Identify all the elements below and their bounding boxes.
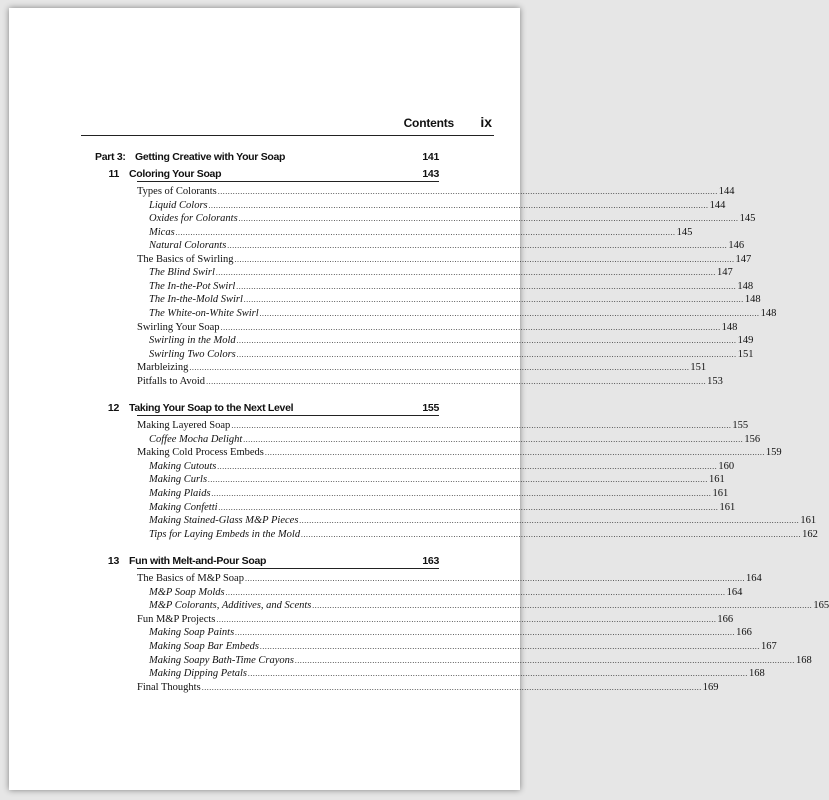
entry-title: Swirling in the Mold: [149, 335, 236, 347]
header-page-number: ix: [480, 114, 492, 130]
entry-title: Liquid Colors: [149, 199, 208, 211]
entry-page-number: 167: [760, 640, 777, 652]
dot-leader: ........................................................................................................................................................................................................: [301, 529, 802, 539]
dot-leader: ........................................................................................................................................................................................................: [217, 187, 718, 196]
part-page-number: 141: [422, 151, 439, 163]
dot-leader: ........................................................................................................................................................................................................: [220, 322, 721, 332]
toc-subsection-entry[interactable]: [149, 264, 733, 279]
toc-section-entry[interactable]: [137, 444, 782, 459]
toc-subsection-entry[interactable]: [149, 526, 818, 540]
entry-title: The Blind Swirl: [149, 267, 215, 279]
toc-section-entry[interactable]: [137, 251, 752, 265]
toc-subsection-entry[interactable]: [149, 305, 777, 319]
dot-leader: ........................................................................................................................................................................................................: [236, 349, 737, 359]
entry-title: Pitfalls to Avoid: [137, 375, 206, 387]
toc-subsection-entry[interactable]: [149, 197, 726, 211]
toc-section-entry[interactable]: [137, 359, 707, 374]
entry-title: Making Soap Bar Embeds: [149, 640, 259, 652]
entry-page-number: 151: [737, 348, 754, 360]
entry-title: Types of Colorants: [137, 186, 217, 197]
dot-leader: ........................................................................................................................................................................................................: [259, 641, 760, 651]
entry-page-number: 166: [736, 627, 752, 639]
entry-title: Making Stained-Glass M&P Pieces: [149, 515, 299, 527]
entry-page-number: 168: [795, 654, 812, 666]
entry-page-number: 151: [690, 362, 707, 374]
part-title: Getting Creative with Your Soap: [135, 151, 286, 163]
toc-section-entry[interactable]: [137, 611, 734, 625]
entry-page-number: 169: [702, 681, 719, 693]
dot-leader: ........................................................................................................................................................................................................: [225, 587, 726, 597]
toc-subsection-entry[interactable]: [149, 499, 736, 513]
toc-subsection-entry[interactable]: [149, 584, 743, 598]
dot-leader: ........................................................................................................................................................................................................: [236, 281, 737, 291]
chapter-rule: [137, 415, 439, 416]
book-page: [9, 8, 829, 790]
chapter-heading[interactable]: [95, 166, 439, 180]
entry-page-number: 146: [728, 240, 745, 252]
entry-title: Making Dipping Petals: [149, 668, 247, 680]
entry-page-number: 161: [719, 501, 736, 513]
chapter-number: 12: [107, 402, 119, 415]
dot-leader: ........................................................................................................................................................................................................: [243, 434, 744, 444]
toc-section-entry[interactable]: [137, 417, 749, 432]
entry-title: Marbleizing: [137, 362, 189, 374]
dot-leader: ........................................................................................................................................................................................................: [216, 614, 717, 624]
dot-leader: ........................................................................................................................................................................................................: [208, 475, 709, 485]
entry-page-number: 161: [712, 488, 729, 499]
entry-title: The In-the-Mold Swirl: [149, 294, 243, 306]
toc-subsection-entry[interactable]: [149, 458, 735, 472]
chapter-number: 13: [107, 555, 119, 568]
entry-title: The White-on-White Swirl: [149, 307, 259, 319]
entry-page-number: 144: [718, 186, 735, 197]
chapter-page-number: 163: [422, 555, 439, 568]
chapter-heading[interactable]: [95, 553, 439, 567]
toc-subsection-entry[interactable]: [149, 471, 725, 486]
toc-subsection-entry[interactable]: [149, 332, 754, 347]
entry-title: Final Thoughts: [137, 681, 201, 693]
toc-section-entry[interactable]: [137, 373, 723, 387]
entry-page-number: 145: [676, 226, 693, 238]
entry-page-number: 155: [732, 420, 749, 432]
entry-page-number: 160: [718, 460, 735, 472]
toc-subsection-entry[interactable]: [149, 665, 765, 680]
entry-title: Swirling Your Soap: [137, 321, 220, 333]
dot-leader: ........................................................................................................................................................................................................: [217, 461, 718, 471]
entry-title: M&P Colorants, Additives, and Scents: [149, 600, 312, 612]
dot-leader: ........................................................................................................................................................................................................: [312, 601, 813, 611]
entry-page-number: 164: [745, 573, 762, 585]
entry-page-number: 147: [735, 253, 752, 265]
dot-leader: ........................................................................................................................................................................................................: [238, 214, 739, 224]
entry-page-number: 145: [739, 213, 756, 225]
dot-leader: ........................................................................................................................................................................................................: [235, 628, 736, 638]
dot-leader: ........................................................................................................................................................................................................: [215, 268, 716, 278]
toc-subsection-entry[interactable]: [149, 346, 754, 360]
entry-page-number: 147: [716, 267, 733, 279]
toc-subsection-entry[interactable]: [149, 237, 745, 252]
entry-title: The In-the-Pot Swirl: [149, 280, 236, 292]
chapter-rule: [137, 568, 439, 569]
entry-title: Making Soapy Bath-Time Crayons: [149, 654, 294, 666]
entry-page-number: 144: [709, 199, 726, 211]
entry-title: Micas: [149, 226, 175, 238]
entry-page-number: 168: [749, 668, 765, 680]
toc-subsection-entry[interactable]: [149, 291, 761, 306]
dot-leader: ........................................................................................................................................................................................................: [231, 421, 732, 431]
entry-page-number: 148: [721, 321, 738, 333]
entry-title: Making Soap Paints: [149, 627, 235, 639]
dot-leader: ........................................................................................................................................................................................................: [294, 655, 795, 665]
entry-page-number: 161: [800, 515, 817, 527]
dot-leader: ........................................................................................................................................................................................................: [218, 502, 719, 512]
table-of-contents: [9, 8, 829, 790]
chapter-page-number: 155: [422, 402, 439, 415]
entry-title: M&P Soap Molds: [149, 586, 225, 598]
entry-page-number: 148: [744, 294, 761, 306]
entry-title: Making Curls: [149, 474, 208, 486]
chapter-rule: [137, 181, 439, 182]
entry-page-number: 162: [802, 528, 818, 540]
part-heading[interactable]: [95, 149, 439, 163]
entry-title: Making Cold Process Embeds: [137, 447, 264, 459]
chapter-heading[interactable]: [95, 400, 439, 414]
entry-title: Making Layered Soap: [137, 420, 231, 432]
chapter-page-number: 143: [422, 168, 439, 180]
entry-title: Natural Colorants: [149, 240, 227, 252]
toc-subsection-entry[interactable]: [149, 485, 729, 499]
toc-section-entry[interactable]: [137, 319, 738, 333]
entry-title: The Basics of M&P Soap: [137, 573, 244, 585]
part-label: Part 3:: [95, 151, 126, 163]
dot-leader: ........................................................................................................................................................................................................: [236, 336, 737, 346]
entry-page-number: 159: [765, 447, 782, 459]
toc-subsection-entry[interactable]: [149, 652, 812, 666]
entry-page-number: 156: [744, 433, 761, 445]
dot-leader: ........................................................................................................................................................................................................: [201, 682, 702, 692]
chapter-number: 11: [108, 168, 119, 180]
dot-leader: ........................................................................................................................................................................................................: [299, 516, 800, 526]
chapter-title: Coloring Your Soap: [129, 168, 222, 180]
entry-title: Coffee Mocha Delight: [149, 433, 243, 445]
toc-subsection-entry[interactable]: [149, 431, 761, 445]
dot-leader: ........................................................................................................................................................................................................: [211, 489, 712, 498]
chapter-title: Taking Your Soap to the Next Level: [129, 402, 294, 415]
dot-leader: ........................................................................................................................................................................................................: [244, 574, 745, 584]
dot-leader: ........................................................................................................................................................................................................: [208, 200, 709, 210]
entry-page-number: 148: [760, 307, 777, 319]
entry-title: Making Cutouts: [149, 460, 217, 472]
toc-subsection-entry[interactable]: [149, 278, 754, 292]
dot-leader: ........................................................................................................................................................................................................: [259, 308, 760, 318]
dot-leader: ........................................................................................................................................................................................................: [206, 376, 707, 386]
dot-leader: ........................................................................................................................................................................................................: [234, 254, 735, 264]
toc-subsection-entry[interactable]: [149, 597, 829, 612]
entry-title: Oxides for Colorants: [149, 213, 238, 225]
entry-title: Fun M&P Projects: [137, 613, 216, 625]
entry-page-number: 166: [717, 613, 734, 625]
toc-subsection-entry[interactable]: [149, 224, 693, 238]
entry-title: Tips for Laying Embeds in the Mold: [149, 528, 301, 540]
toc-section-entry[interactable]: [137, 570, 762, 585]
dot-leader: ........................................................................................................................................................................................................: [189, 363, 690, 373]
toc-subsection-entry[interactable]: [149, 638, 777, 652]
chapter-title: Fun with Melt-and-Pour Soap: [129, 555, 267, 568]
toc-subsection-entry[interactable]: [149, 624, 752, 639]
toc-section-entry[interactable]: [137, 679, 719, 693]
entry-page-number: 164: [726, 586, 743, 598]
entry-title: Making Plaids: [149, 488, 211, 499]
dot-leader: ........................................................................................................................................................................................................: [248, 669, 748, 679]
entry-title: Making Confetti: [149, 501, 218, 513]
entry-page-number: 161: [709, 474, 725, 486]
dot-leader: ........................................................................................................................................................................................................: [243, 295, 744, 305]
dot-leader: ........................................................................................................................................................................................................: [227, 241, 728, 251]
entry-title: The Basics of Swirling: [137, 253, 234, 265]
entry-page-number: 153: [707, 375, 723, 387]
toc-subsection-entry[interactable]: [149, 512, 817, 527]
dot-leader: ........................................................................................................................................................................................................: [175, 227, 676, 237]
toc-section-entry[interactable]: [137, 183, 735, 197]
entry-title: Swirling Two Colors: [149, 348, 236, 360]
header-title: Contents: [403, 116, 454, 130]
dot-leader: ........................................................................................................................................................................................................: [264, 448, 765, 458]
entry-page-number: 148: [737, 280, 754, 292]
entry-page-number: 149: [737, 335, 754, 347]
entry-page-number: 165: [813, 600, 829, 612]
toc-subsection-entry[interactable]: [149, 210, 756, 225]
